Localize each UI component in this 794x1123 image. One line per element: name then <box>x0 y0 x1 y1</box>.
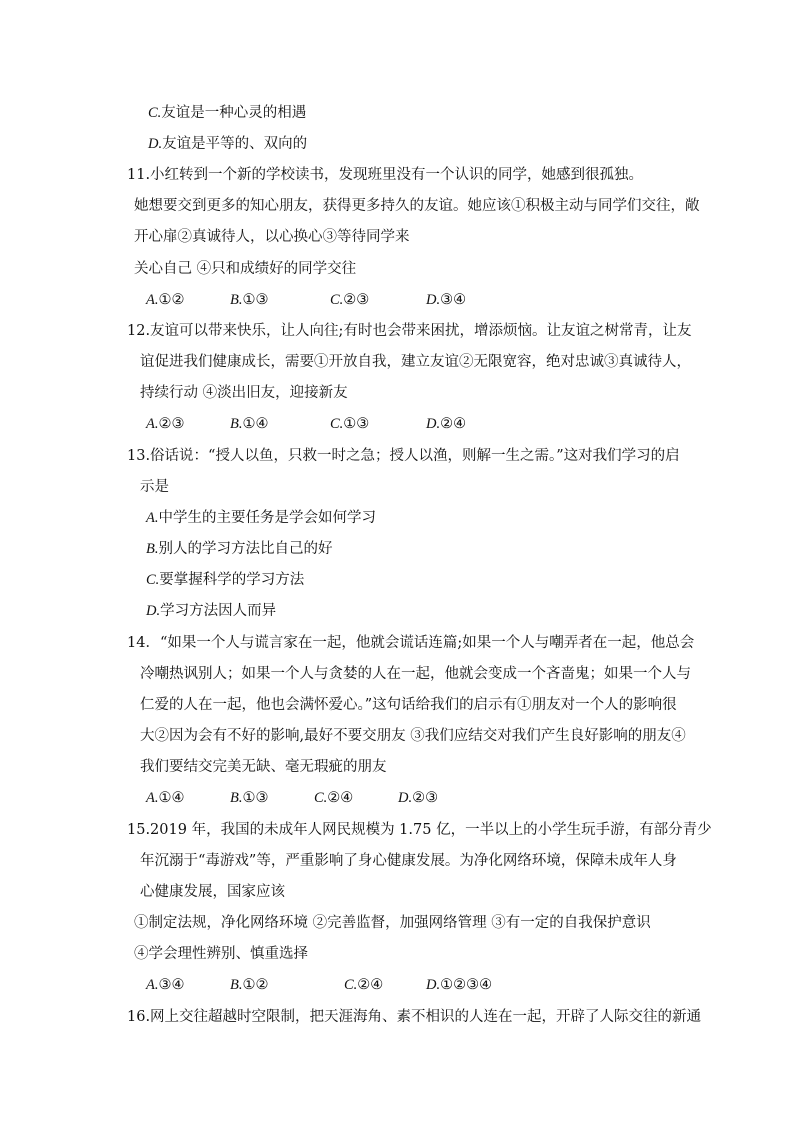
question-13-option-d: D.学习方法因人而异 <box>146 603 277 619</box>
question-15-option-b: B.①② <box>230 977 269 993</box>
question-12-option-b: B.①④ <box>230 416 269 432</box>
question-15-stem-line-3: 心健康发展，国家应该 <box>140 884 285 900</box>
question-15-stem-line-4: ①制定法规，净化网络环境 ②完善监督，加强网络管理 ③有一定的自我保护意识 <box>134 915 651 931</box>
question-15-option-d: D.①②③④ <box>426 977 493 993</box>
question-13-option-a: A.中学生的主要任务是学会如何学习 <box>146 510 376 526</box>
question-14-stem-line-4: 大②因为会有不好的影响,最好不要交朋友 ③我们应结交对我们产生良好影响的朋友④ <box>140 728 686 744</box>
question-14-option-b: B.①③ <box>230 790 269 806</box>
question-14-stem-line-3: 仁爱的人在一起，他也会满怀爱心。”这句话给我们的启示有①朋友对一个人的影响很 <box>140 697 677 713</box>
question-15-stem-line-1: 15.2019 年，我国的未成年人网民规模为 1.75 亿，一半以上的小学生玩手游，有部分青少 <box>127 822 712 838</box>
question-13-stem-line-1: 13.俗话说：“授人以鱼，只救一时之急；授人以渔，则解一生之需。”这对我们学习的启 <box>127 448 680 464</box>
question-11-option-d: D.③④ <box>426 292 467 308</box>
question-14-stem-line-5: 我们要结交完美无缺、毫无瑕疵的朋友 <box>140 759 387 775</box>
question-16-stem-line-1: 16.网上交往超越时空限制，把天涯海角、素不相识的人连在一起，开辟了人际交往的新通 <box>127 1009 702 1025</box>
question-14-stem-line-1: 14．“如果一个人与谎言家在一起，他就会谎话连篇;如果一个人与嘲弄者在一起，他总会 <box>127 635 695 651</box>
question-11-option-b: B.①③ <box>230 292 269 308</box>
question-13-stem-line-2: 示是 <box>140 479 169 495</box>
question-12-option-d: D.②④ <box>426 416 467 432</box>
question-14-option-d: D.②③ <box>398 790 439 806</box>
question-14-stem-line-2: 冷嘲热讽别人；如果一个人与贪婪的人在一起，他就会变成一个吝啬鬼；如果一个人与 <box>140 666 691 682</box>
question-11-option-c: C.②③ <box>330 292 370 308</box>
question-15-option-c: C.②④ <box>344 977 384 993</box>
question-14-option-c: C.②④ <box>314 790 354 806</box>
question-11-option-a: A.①② <box>146 292 185 308</box>
question-12-option-a: A.②③ <box>146 416 185 432</box>
question-14-option-a: A.①④ <box>146 790 185 806</box>
question-13-option-c: C.要掌握科学的学习方法 <box>146 572 305 588</box>
question-11-stem-line-1: 11.小红转到一个新的学校读书，发现班里没有一个认识的同学，她感到很孤独。 <box>127 167 644 183</box>
question-12-stem-line-3: 持续行动 ④淡出旧友，迎接新友 <box>140 385 348 401</box>
option-c: C.友谊是一种心灵的相遇 <box>148 105 307 121</box>
option-d: D.友谊是平等的、双向的 <box>148 136 308 152</box>
question-15-stem-line-5: ④学会理性辨别、慎重选择 <box>134 946 308 962</box>
question-12-stem-line-2: 谊促进我们健康成长，需要①开放自我，建立友谊②无限宽容，绝对忠诚③真诚待人， <box>140 354 691 370</box>
question-11-stem-line-2: 她想要交到更多的知心朋友，获得更多持久的友谊。她应该①积极主动与同学们交往，敞 <box>134 198 700 214</box>
question-15-option-a: A.③④ <box>146 977 185 993</box>
question-12-stem-line-1: 12.友谊可以带来快乐，让人向往;有时也会带来困扰，增添烦恼。让友谊之树常青，让友 <box>127 323 692 339</box>
question-11-stem-line-4: 关心自己 ④只和成绩好的同学交往 <box>134 261 357 277</box>
question-15-stem-line-2: 年沉溺于“毒游戏”等，严重影响了身心健康发展。为净化网络环境，保障未成年人身 <box>140 853 677 869</box>
question-11-stem-line-3: 开心扉②真诚待人，以心换心③等待同学来 <box>134 229 410 245</box>
question-12-option-c: C.①③ <box>330 416 370 432</box>
question-13-option-b: B.别人的学习方法比自己的好 <box>146 541 333 557</box>
